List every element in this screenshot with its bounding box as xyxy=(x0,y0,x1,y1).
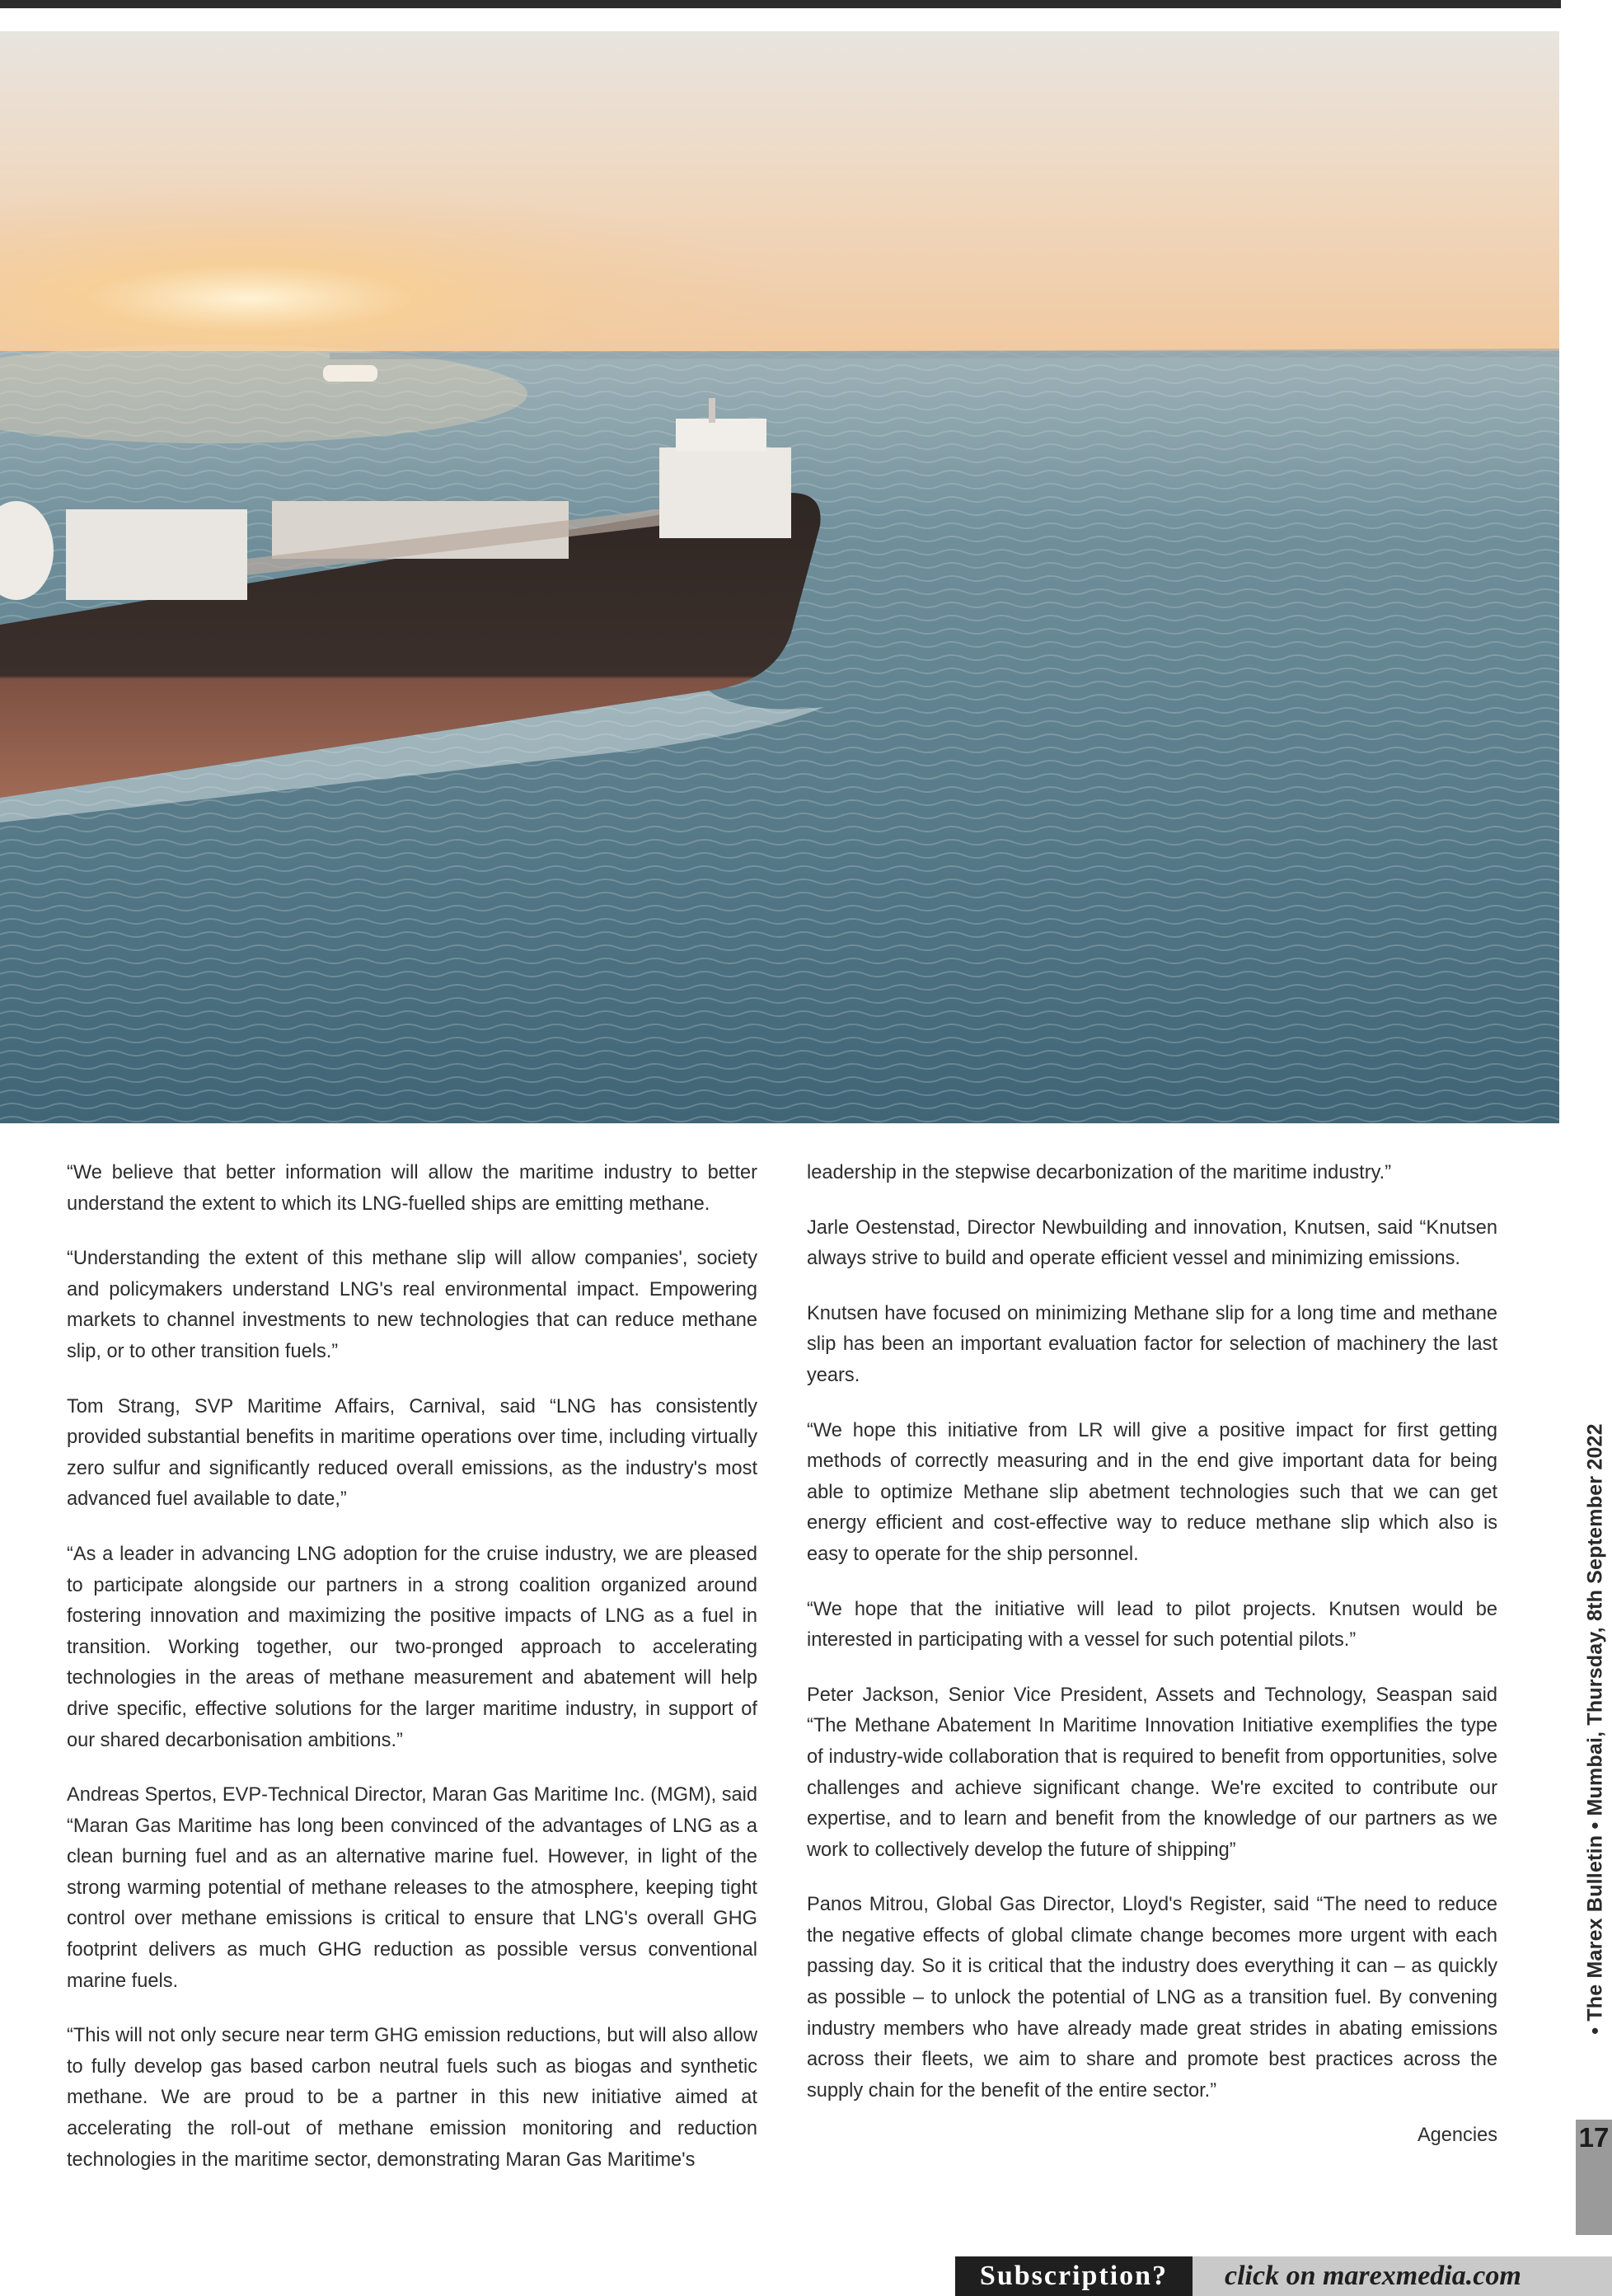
article-paragraph: “We hope that the initiative will lead to pilot projects. Knutsen would be interested in participating with a vessel for such potential pilots.” xyxy=(807,1598,1497,1652)
article-paragraph: “We believe that better information will allow the maritime industry to better understand the extent to which its LNG-fuelled ships are emitting methane. xyxy=(67,1162,757,1215)
article-paragraph: Panos Mitrou, Global Gas Director, Lloyd's Register, said “The need to reduce the negative effects of global climate change becomes more urgent with each passing day. So it is critical that the industry does everything it can – as quickly as possible – to unlock the potential of LNG as a transition fuel. By convening industry members who have already made great strides in abating emissions across their fleets, we aim to share and promote best practices across the supply chain for the benefit of the entire sector.” xyxy=(807,1894,1497,2102)
article-paragraph: Knutsen have focused on minimizing Methane slip for a long time and methane slip has been an important evaluation factor for selection of machinery the last years. xyxy=(807,1302,1497,1386)
publication-sidebar xyxy=(1577,1335,1612,2123)
article-paragraph: leadership in the stepwise decarbonization of the maritime industry.” xyxy=(807,1162,1392,1183)
subscription-label: Subscription? xyxy=(955,2256,1193,2296)
article-paragraph: “Understanding the extent of this methane slip will allow companies', society and policymakers understand LNG's real environmental impact. Empowering markets to channel investments to new technologies that can reduce methane slip, or to other transition fuels.” xyxy=(67,1248,757,1362)
distant-ferry xyxy=(323,365,377,382)
article-paragraph: Peter Jackson, Senior Vice President, Assets and Technology, Seaspan said “The Methane Abatement In Maritime Innovation Initiative exemplifies the type of industry-wide collaboration that is required to benefit from opportunities, solve challenges and achieve significant change. We're excited to contribute our expertise, and to learn and benefit from the knowledge of our partners as we work to collectively develop the future of shipping” xyxy=(807,1684,1497,1861)
article-column-right xyxy=(807,1158,1497,2176)
lng-carrier-photo xyxy=(0,31,1559,1123)
article-paragraph: “This will not only secure near term GHG emission reductions, but will also allow to fully develop gas based carbon neutral fuels such as biogas and synthetic methane. We are proud to be a partner in this new initiative aimed at accelerating the roll-out of methane emission monitoring and reduction technologies in the maritime sector, demonstrating Maran Gas Maritime's xyxy=(67,2025,757,2171)
top-rule xyxy=(0,0,1561,8)
article-paragraph: “We hope this initiative from LR will give a positive impact for first getting methods of correctly measuring and in the end give important data for being able to optimize Methane slip abetment technologies such that we can get energy efficient and cost-effective way to reduce methane slip which also is easy to operate for the ship personnel. xyxy=(807,1419,1497,1565)
article-paragraph: Andreas Spertos, EVP-Technical Director, Maran Gas Maritime Inc. (MGM), said “Maran Gas Maritime has long been convinced of the advantages of LNG as a clean burning fuel and as an alternative marine fuel. However, in light of the strong warming potential of methane releases to the atmosphere, keeping tight control over methane emissions is critical to ensure that LNG's overall GHG footprint delivers as much GHG reduction as possible versus conventional marine fuels. xyxy=(67,1784,757,1992)
article-paragraph: “As a leader in advancing LNG adoption for the cruise industry, we are pleased to participate alongside our partners in a strong coalition organized around fostering innovation and maximizing the positive impacts of LNG as a fuel in transition. Working together, our two-pronged approach to accelerating technologies in the areas of methane measurement and abatement will help drive specific, effective solutions for the larger maritime industry, in support of our shared decarbonisation ambitions.” xyxy=(67,1543,757,1751)
subscription-link[interactable]: click on marexmedia.com xyxy=(1225,2261,1521,2291)
article-paragraph: Tom Strang, SVP Maritime Affairs, Carnival, said “LNG has consistently provided substantial benefits in maritime operations over time, including virtually zero sulfur and significantly reduced overall emissions, as the industry's most advanced fuel available to date,” xyxy=(67,1395,757,1511)
article-column-left xyxy=(67,1158,757,2200)
article-signoff: Agencies xyxy=(1417,2125,1497,2147)
publication-line: • The Marex Bulletin • Mumbai, Thursday, 8th September 2022 xyxy=(1583,1423,1607,2035)
page-number: 17 xyxy=(1578,2122,1610,2153)
hero-photo xyxy=(0,31,1559,1123)
article-paragraph: Jarle Oestenstad, Director Newbuilding and innovation, Knutsen, said “Knutsen always strive to build and operate efficient vessel and minimizing emissions. xyxy=(807,1216,1497,1270)
